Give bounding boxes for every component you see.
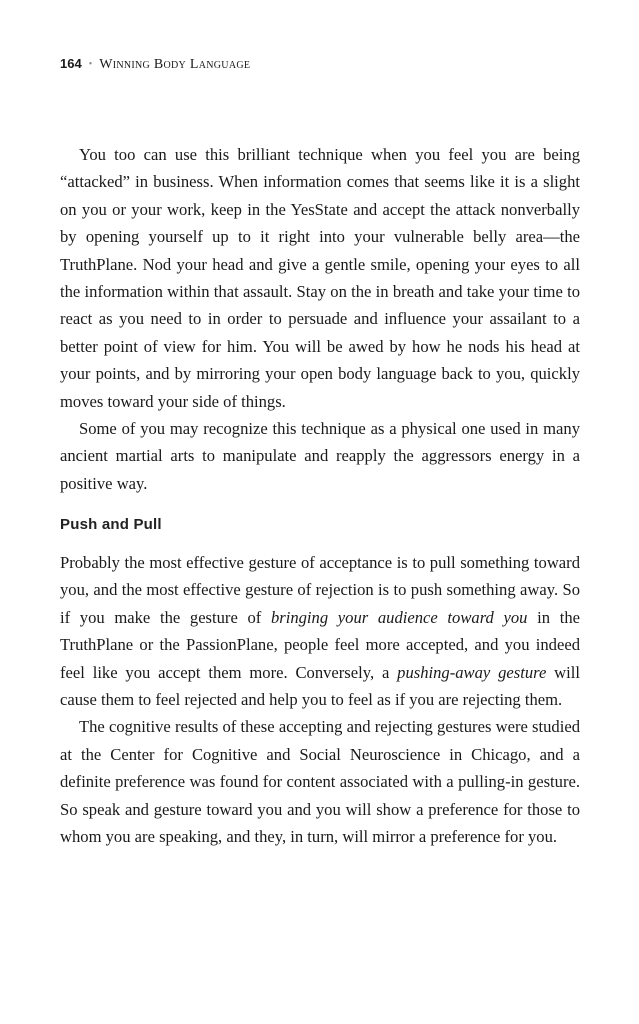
bullet-separator: •	[88, 59, 93, 70]
paragraph-text-segment: in the TruthPlane or the PassionPlane, people feel more accepted, and you indeed feel like you accept them more. Conversely, a	[60, 607, 580, 682]
section-one-body	[60, 141, 580, 497]
paragraph-cognitive-results: The cognitive results of these accepting and rejecting gestures were studied at the Center for Cognitive and Social Neuroscience in Chicago, and a definite preference was found for content associated with a pulling-in gesture. So speak and gesture toward you and you will show a preference for those to whom you are speaking, and they, in turn, will mirror a preference for you.	[60, 717, 580, 847]
book-title: Winning Body Language	[99, 57, 251, 72]
page-number: 164	[60, 56, 82, 71]
emphasis-pushing-away: pushing-away gesture	[397, 662, 547, 682]
section-two-body	[60, 549, 580, 850]
paragraph-martial-arts: Some of you may recognize this technique as a physical one used in many ancient martial arts to manipulate and reapply the aggressors energy in a positive way.	[60, 419, 580, 493]
running-head	[60, 56, 250, 73]
section-heading-push-and-pull: Push and Pull	[60, 516, 162, 533]
paragraph-gesture-of-acceptance	[60, 549, 580, 713]
paragraph-attacked-in-business: You too can use this brilliant technique when you feel you are being “attacked” in business. When information comes that seems like it is a slight on you or your work, keep in the YesState and accept the attack nonverbally by opening yourself up to it right into your vulnerable belly area—the TruthPlane. Nod your head and give a gentle smile, opening your eyes to all the information within that assault. Stay on the in breath and take your time to react as you need to in order to persuade and influence your assailant to a better point of view for him. You will be awed by how he nods his head at your points, and by mirroring your open body language back to you, quickly moves toward your side of things.	[60, 145, 580, 411]
emphasis-bringing-audience: bringing your audience toward you	[270, 607, 528, 627]
paragraph-text-segment: Probably the most effective gesture of acceptance is to pull something toward you, and the most effective gesture of rejection is to push something away. So if you make the gesture of	[60, 553, 580, 627]
paragraph-text-segment: will cause them to feel rejected and help you to feel as if you are rejecting them.	[60, 662, 580, 710]
